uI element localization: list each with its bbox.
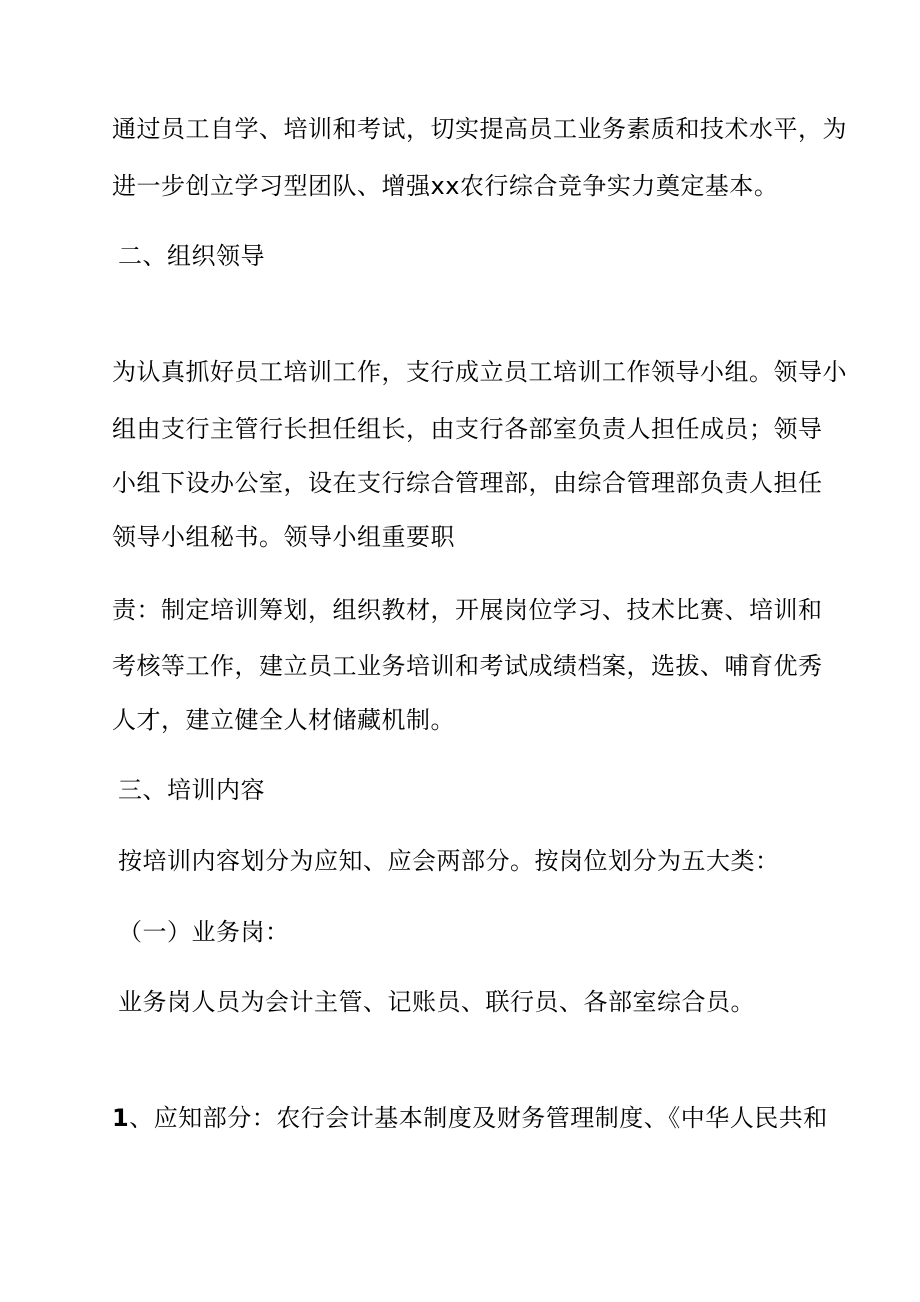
intro-line-1: 通过员工自学、培训和考试，切实提高员工业务素质和技术水平，为 [112,115,847,143]
item-1-text: 、应知部分：农行会计基本制度及财务管理制度、《中华人民共和 [129,1104,828,1132]
item-1-number: 1 [112,1104,130,1132]
org-paragraph-line-1: 为认真抓好员工培训工作，支行成立员工培训工作领导小组。领导小 [112,358,847,386]
duties-paragraph-line-3: 人才，建立健全人材储藏机制。 [112,706,455,734]
subsection-heading-business-post: （一）业务岗： [118,918,290,946]
duties-paragraph-line-1: 责：制定培训筹划，组织教材，开展岗位学习、技术比赛、培训和 [112,596,823,624]
section-heading-organization: 二、组织领导 [118,242,265,270]
org-paragraph-line-2: 组由支行主管行长担任组长，由支行各部室负责人担任成员；领导 [112,415,823,443]
duties-paragraph-line-2: 考核等工作，建立员工业务培训和考试成绩档案，选拔、哺育优秀 [112,652,823,680]
item-1-line [112,1102,828,1134]
org-paragraph-line-4: 领导小组秘书。领导小组重要职 [112,523,455,551]
intro-line-2: 进一步创立学习型团队、增强xx农行综合竞争实力奠定基本。 [112,172,779,200]
section-heading-training-content: 三、培训内容 [118,776,265,804]
org-paragraph-line-3: 小组下设办公室，设在支行综合管理部，由综合管理部负责人担任 [112,469,823,497]
business-post-staff-text: 业务岗人员为会计主管、记账员、联行员、各部室综合员。 [118,988,755,1016]
training-content-intro: 按培训内容划分为应知、应会两部分。按岗位划分为五大类： [118,847,780,875]
